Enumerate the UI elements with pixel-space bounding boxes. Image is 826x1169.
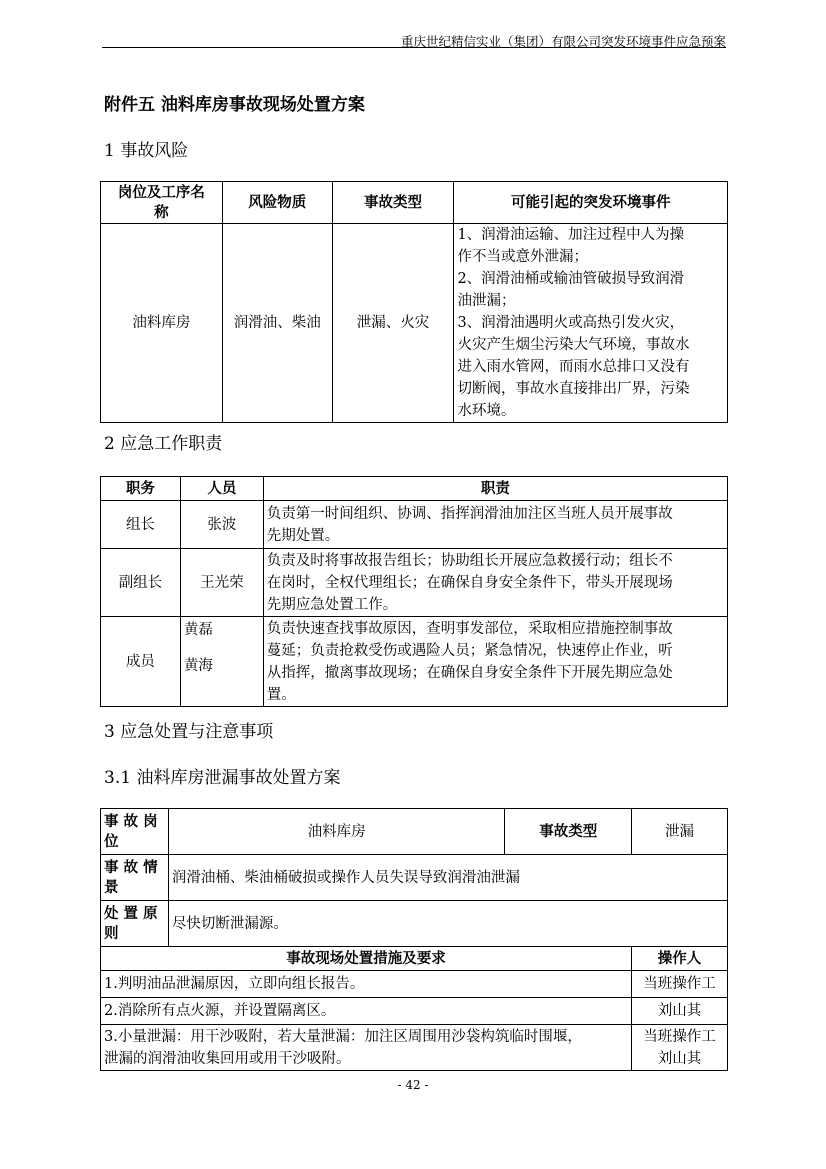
page-number: - 42 - [397, 1078, 429, 1092]
risk-header-substance: 风险物质 [222, 182, 332, 224]
section-3-heading: 3 应急处置与注意事项 [104, 722, 274, 742]
duty-header-person: 人员 [180, 477, 263, 501]
risk-event-line: 火灾产生烟尘污染大气环境，事故水 [457, 337, 690, 353]
operator-header: 操作人 [632, 947, 728, 971]
duty-header-duty: 职责 [263, 477, 727, 501]
risk-substance: 润滑油、柴油 [222, 224, 332, 423]
duty-person: 黄海 [183, 658, 213, 674]
duty-line: 负责及时将事故报告组长；协助组长开展应急救援行动；组长不 [266, 552, 673, 569]
risk-header-type: 事故类型 [332, 182, 454, 224]
duty-line: 蔓延；负责抢救受伤或遇险人员；紧急情况，快速停止作业，听 [266, 642, 673, 659]
risk-header-events: 可能引起的突发环境事件 [454, 182, 728, 224]
duty-line: 在岗时，全权代理组长；在确保自身安全条件下，带头开展现场 [266, 574, 673, 591]
page-header: 重庆世纪精信实业（集团）有限公司突发环境事件应急预案 [400, 34, 726, 49]
measure-operator: 当班操作工 刘山其 [632, 1025, 728, 1071]
duty-line: 先期处置。 [266, 527, 340, 544]
type-value: 泄漏 [632, 809, 728, 855]
duty-person: 王光荣 [180, 549, 263, 617]
header-divider [102, 47, 726, 48]
section-3-1-heading: 3.1 油料库房泄漏事故处置方案 [104, 768, 341, 788]
duty-line: 从指挥，撤离事故现场；在确保自身安全条件下开展先期应急处 [266, 664, 673, 681]
duty-text [263, 549, 727, 617]
risk-event-line: 切断阀，事故水直接排出厂界，污染 [457, 381, 690, 397]
duty-line: 先期应急处置工作。 [266, 596, 398, 613]
duty-text [263, 501, 727, 549]
risk-event-line: 油泄漏； [457, 293, 516, 309]
scenario-value: 润滑油桶、柴油桶破损或操作人员失误导致润滑油泄漏 [168, 855, 727, 901]
duty-line: 负责快速查找事故原因，查明事发部位，采取相应措施控制事故 [266, 620, 673, 637]
section-1-heading: 1 事故风险 [104, 141, 189, 161]
measure-operator: 当班操作工 [632, 971, 728, 998]
risk-event-line: 2、润滑油桶或输油管破损导致润滑 [457, 271, 685, 287]
measure-row: 2.消除所有点火源，并设置隔离区。 [101, 998, 632, 1025]
duty-role: 组长 [101, 501, 181, 549]
duty-role: 副组长 [101, 549, 181, 617]
risk-events [454, 224, 728, 423]
risk-header-post: 岗位及工序名 称 [101, 182, 223, 224]
duty-table [100, 476, 728, 707]
principle-label: 处 置 原 则 [101, 901, 169, 947]
scenario-label: 事 故 情 景 [101, 855, 169, 901]
duty-persons [180, 617, 263, 707]
duty-person: 张波 [180, 501, 263, 549]
risk-event-line: 水环境。 [457, 403, 516, 419]
risk-table [100, 181, 728, 423]
duty-person: 黄磊 [183, 622, 213, 638]
measure-operator: 刘山其 [632, 998, 728, 1025]
risk-event-line: 3、润滑油遇明火或高热引发火灾， [457, 315, 685, 331]
risk-type: 泄漏、火灾 [332, 224, 454, 423]
type-label: 事故类型 [505, 809, 632, 855]
duty-role: 成员 [101, 617, 181, 707]
risk-post: 油料库房 [101, 224, 223, 423]
post-label: 事 故 岗 位 [101, 809, 169, 855]
section-2-heading: 2 应急工作职责 [104, 434, 223, 454]
measure-row: 3.小量泄漏：用干沙吸附，若大量泄漏：加注区周围用沙袋构筑临时围堰， 泄漏的润滑油收集回用或用干沙吸附。 [101, 1025, 632, 1071]
duty-text [263, 617, 727, 707]
measure-row: 1.判明油品泄漏原因，立即向组长报告。 [101, 971, 632, 998]
duty-header-role: 职务 [101, 477, 181, 501]
principle-value: 尽快切断泄漏源。 [168, 901, 727, 947]
risk-event-line: 进入雨水管网，而雨水总排口又没有 [457, 359, 690, 375]
post-value: 油料库房 [168, 809, 504, 855]
duty-line: 置。 [266, 686, 296, 703]
document-title: 附件五 油料库房事故现场处置方案 [104, 95, 365, 115]
risk-event-line: 作不当或意外泄漏； [457, 249, 588, 265]
leak-response-table [100, 808, 728, 1071]
risk-event-line: 1、润滑油运输、加注过程中人为操 [457, 227, 685, 243]
duty-line: 负责第一时间组织、协调、指挥润滑油加注区当班人员开展事故 [266, 505, 673, 522]
measures-header: 事故现场处置措施及要求 [101, 947, 632, 971]
